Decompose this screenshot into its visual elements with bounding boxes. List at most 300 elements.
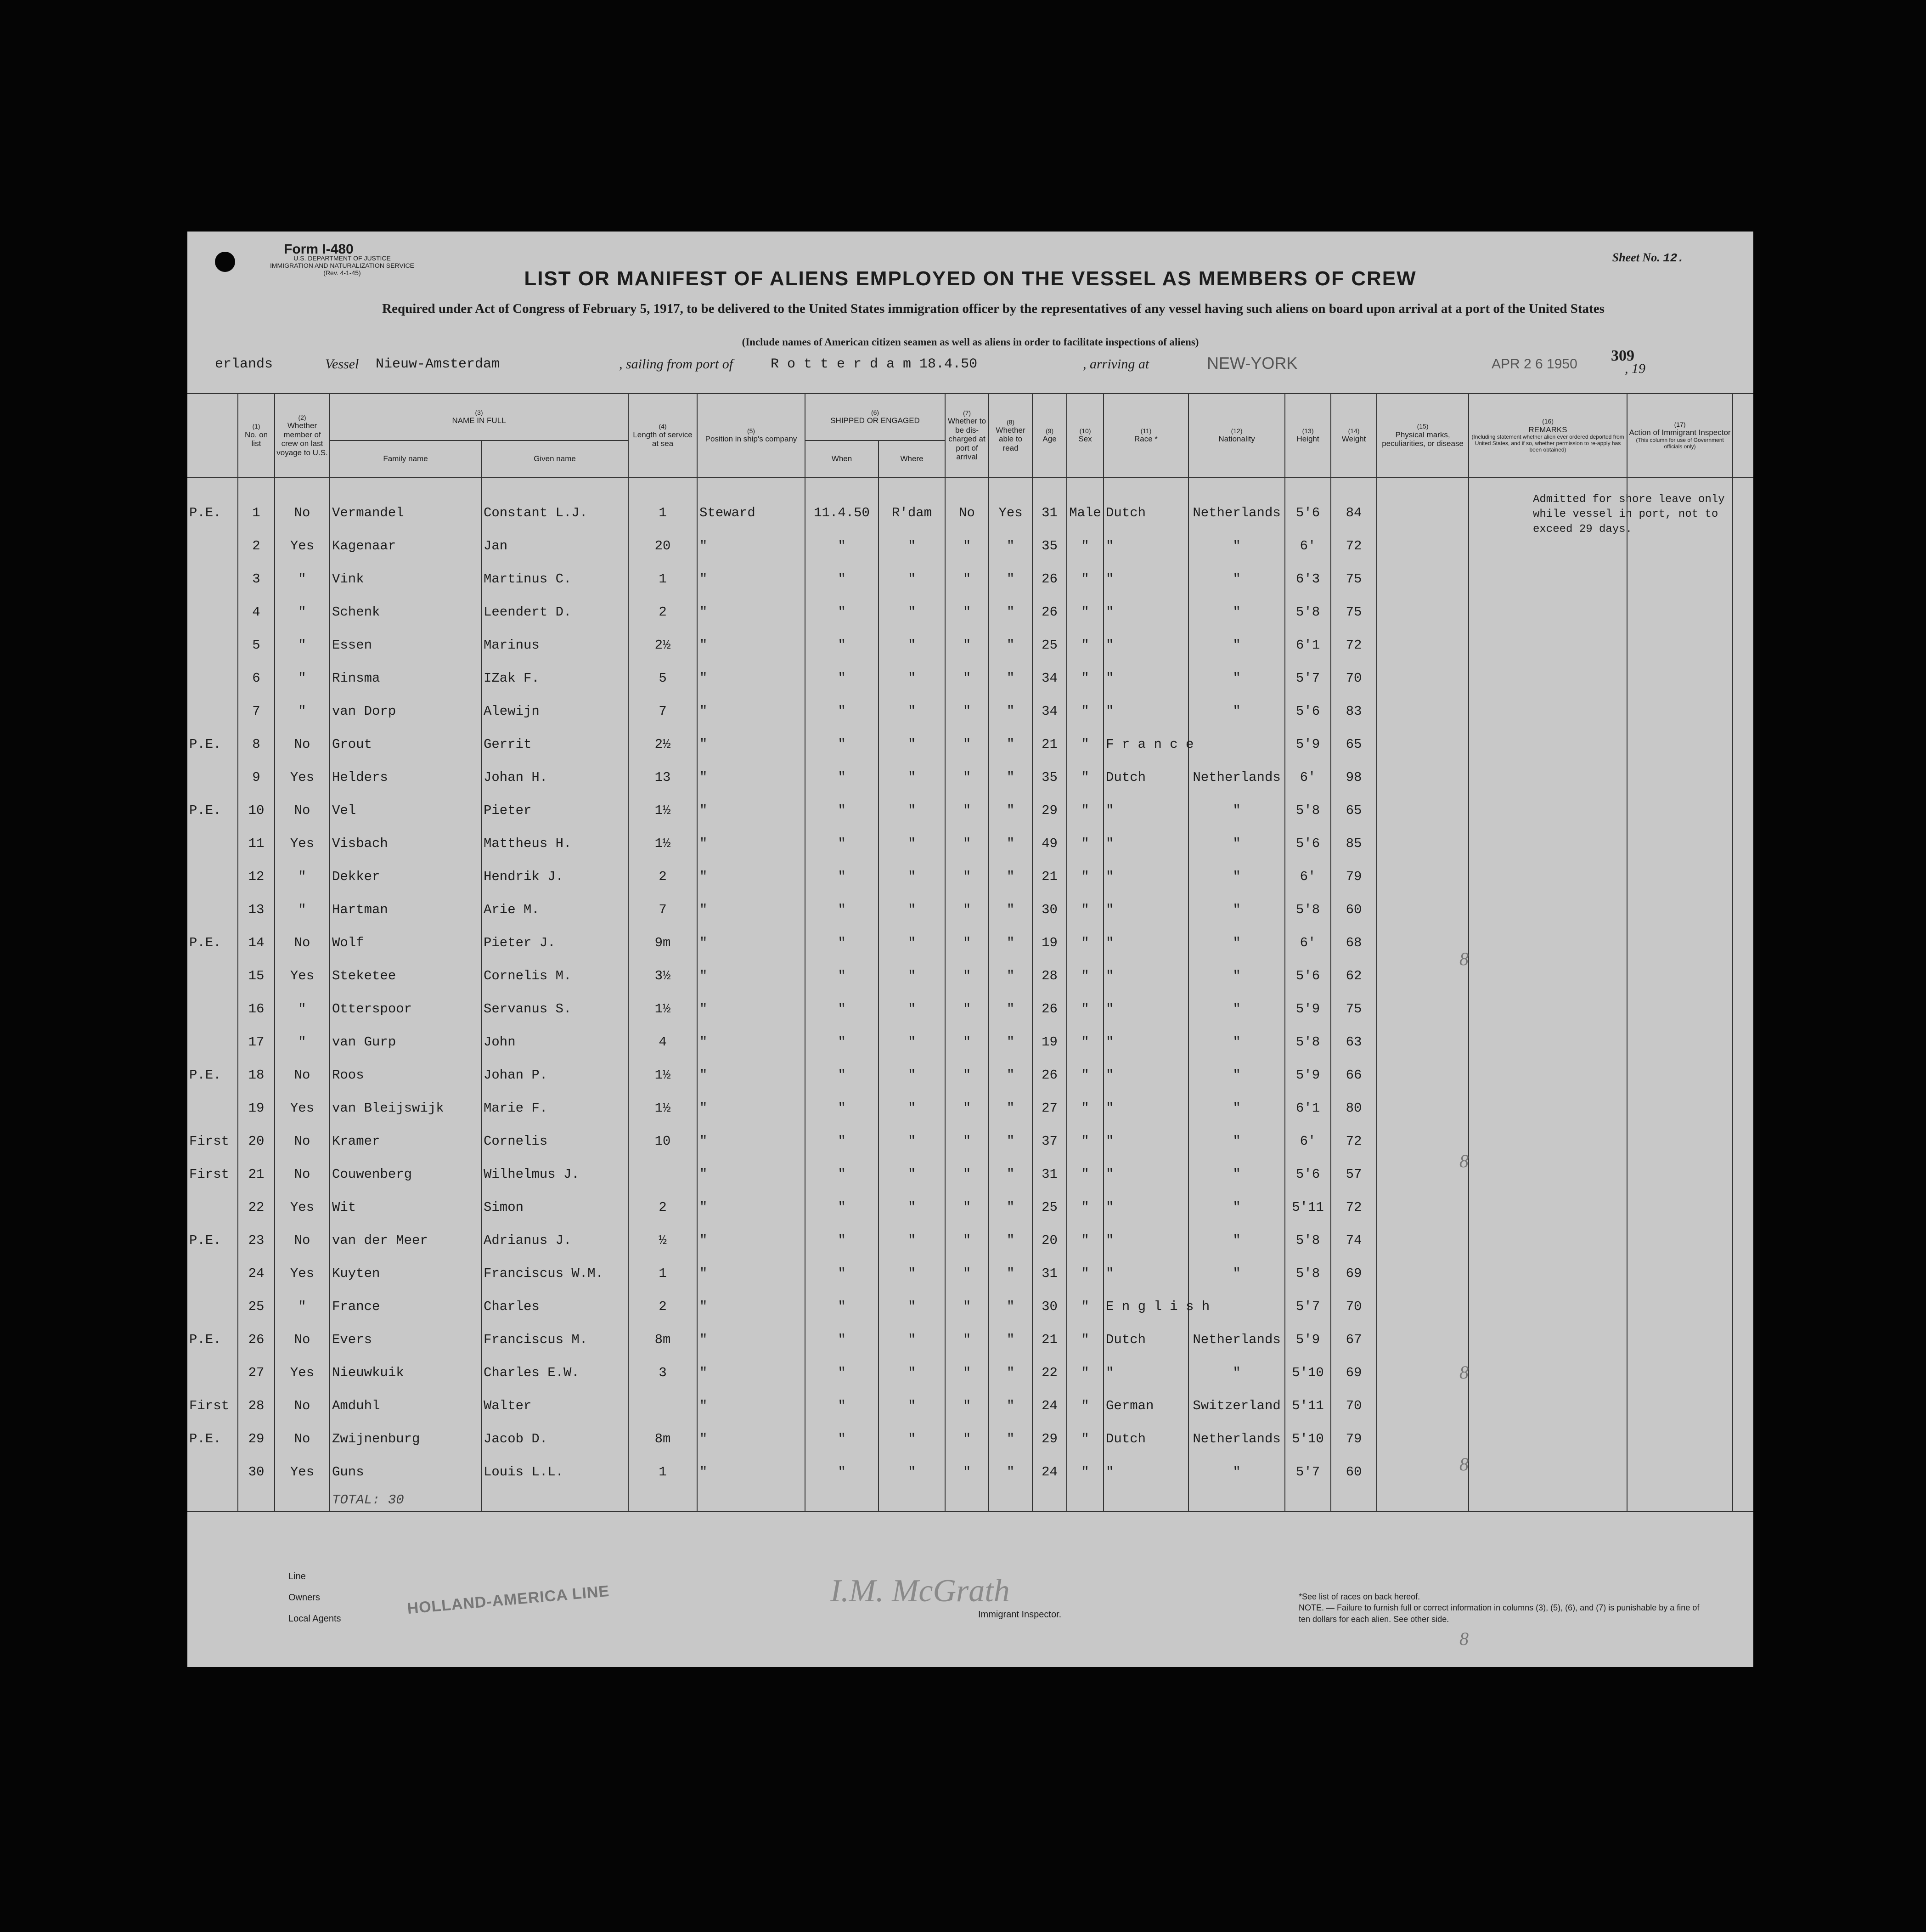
cell-height: 6'1 — [1285, 1091, 1331, 1124]
cell-when: " — [805, 1422, 879, 1455]
cell-nationality: " — [1188, 1455, 1285, 1488]
cell-blank — [1627, 992, 1733, 1025]
cell-length: 2 — [628, 1290, 697, 1323]
cell-blank — [1469, 860, 1627, 893]
cell-age: 35 — [1032, 761, 1067, 794]
cell-length: 2 — [628, 1191, 697, 1224]
handwritten-mark: 8 — [1459, 1454, 1469, 1474]
cell-blank — [1377, 1025, 1469, 1058]
cell-when: " — [805, 992, 879, 1025]
cell-blank — [1733, 1257, 1753, 1290]
cell-blank — [989, 1488, 1032, 1512]
crew-row — [187, 1257, 1753, 1290]
cell-given: Mattheus H. — [481, 827, 628, 860]
cell-sex: " — [1067, 761, 1104, 794]
cell-nationality: Netherlands — [1188, 1422, 1285, 1455]
cell-where: " — [879, 1091, 945, 1124]
cell-family: Essen — [330, 628, 481, 661]
cell-length — [628, 1389, 697, 1422]
cell-blank — [1627, 1389, 1733, 1422]
cell-weight: 63 — [1331, 1025, 1377, 1058]
cell-no: 18 — [238, 1058, 275, 1091]
cell-nationality: " — [1188, 860, 1285, 893]
cell-blank — [1377, 1389, 1469, 1422]
cell-length: 2½ — [628, 628, 697, 661]
cell-age: 31 — [1032, 1158, 1067, 1191]
cell-when: " — [805, 893, 879, 926]
header-no-on-list — [238, 394, 275, 477]
cell-where: " — [879, 1389, 945, 1422]
cell-nationality: " — [1188, 959, 1285, 992]
cell-member: Yes — [275, 1257, 330, 1290]
handwritten-mark: 8 — [1459, 1151, 1469, 1171]
cell-read: " — [989, 1290, 1032, 1323]
cell-blank — [1377, 959, 1469, 992]
cell-length: 2 — [628, 595, 697, 628]
cell-blank — [1627, 860, 1733, 893]
cell-member: Yes — [275, 1091, 330, 1124]
cell-no: 2 — [238, 529, 275, 562]
cell-height: 6' — [1285, 926, 1331, 959]
cell-sex: " — [1067, 1323, 1104, 1356]
vessel-nationality: erlands — [215, 356, 273, 372]
cell-blank — [1627, 1091, 1733, 1124]
cell-position: Steward — [697, 496, 805, 529]
cell-where: " — [879, 1025, 945, 1058]
cell-length: 2½ — [628, 728, 697, 761]
cell-sex: " — [1067, 1058, 1104, 1091]
cell-blank — [1377, 529, 1469, 562]
cell-mark: P.E. — [187, 1422, 238, 1455]
cell-discharged: " — [945, 628, 989, 661]
cell-discharged: " — [945, 1323, 989, 1356]
cell-length: 7 — [628, 695, 697, 728]
cell-member: " — [275, 1025, 330, 1058]
cell-discharged: No — [945, 496, 989, 529]
cell-race: " — [1104, 661, 1188, 695]
cell-discharged: " — [945, 959, 989, 992]
crew-rows — [187, 477, 1753, 1512]
cell-length: 5 — [628, 661, 697, 695]
handwritten-mark: 8 — [1459, 949, 1469, 969]
include-note: (Include names of American citizen seamen as well as aliens in order to facilitate inspections of aliens) — [742, 336, 1199, 348]
crew-row — [187, 1025, 1753, 1058]
cell-length: 1 — [628, 1257, 697, 1290]
cell-family: Schenk — [330, 595, 481, 628]
cell-mark — [187, 959, 238, 992]
cell-read: " — [989, 1224, 1032, 1257]
cell-sex: " — [1067, 1025, 1104, 1058]
cell-mark: P.E. — [187, 1058, 238, 1091]
cell-no: 21 — [238, 1158, 275, 1191]
crew-row — [187, 1356, 1753, 1389]
cell-blank — [1733, 1025, 1753, 1058]
cell-weight: 83 — [1331, 695, 1377, 728]
cell-blank — [1627, 695, 1733, 728]
cell-given: Franciscus M. — [481, 1323, 628, 1356]
cell-race: " — [1104, 1356, 1188, 1389]
cell-given: John — [481, 1025, 628, 1058]
cell-position: " — [697, 1422, 805, 1455]
cell-weight: 62 — [1331, 959, 1377, 992]
cell-family: Otterspoor — [330, 992, 481, 1025]
cell-blank — [1377, 1191, 1469, 1224]
crew-row — [187, 595, 1753, 628]
cell-blank — [1469, 661, 1627, 695]
cell-blank — [1627, 1124, 1733, 1158]
cell-mark — [187, 695, 238, 728]
cell-age: 30 — [1032, 1290, 1067, 1323]
cell-weight: 70 — [1331, 1290, 1377, 1323]
cell-blank — [1377, 595, 1469, 628]
column-number: (9) — [1045, 427, 1054, 435]
cell-where: " — [879, 1191, 945, 1224]
cell-mark — [187, 1257, 238, 1290]
cell-race: " — [1104, 1025, 1188, 1058]
cell-when: " — [805, 1389, 879, 1422]
cell-when: " — [805, 959, 879, 992]
cell-given: Adrianus J. — [481, 1224, 628, 1257]
cell-no: 19 — [238, 1091, 275, 1124]
cell-blank — [1627, 1191, 1733, 1224]
column-number: (12) — [1231, 427, 1243, 435]
cell-given: Johan H. — [481, 761, 628, 794]
cell-read: " — [989, 628, 1032, 661]
crew-row — [187, 827, 1753, 860]
cell-no: 29 — [238, 1422, 275, 1455]
header-label: Race * — [1134, 435, 1158, 444]
cell-blank — [1627, 628, 1733, 661]
cell-given: Jan — [481, 529, 628, 562]
cell-race: German — [1104, 1389, 1188, 1422]
cell-height: 6' — [1285, 1124, 1331, 1158]
cell-blank — [1469, 1224, 1627, 1257]
cell-no: 12 — [238, 860, 275, 893]
cell-mark — [187, 992, 238, 1025]
header-label: Whether to be dis-charged at port of arrival — [947, 417, 986, 462]
cell-blank — [1104, 1488, 1188, 1512]
cell-family: Wolf — [330, 926, 481, 959]
sheet-value: 12. — [1663, 251, 1684, 265]
crew-row — [187, 529, 1753, 562]
sailing-label: , sailing from port of — [619, 356, 733, 372]
cell-blank — [1377, 860, 1469, 893]
header-race — [1104, 394, 1188, 477]
header-length — [628, 394, 697, 477]
cell-blank — [1733, 893, 1753, 926]
cell-weight: 66 — [1331, 1058, 1377, 1091]
cell-blank — [945, 1488, 989, 1512]
crew-row — [187, 1058, 1753, 1091]
cell-blank — [879, 1488, 945, 1512]
cell-where: " — [879, 695, 945, 728]
cell-where: " — [879, 728, 945, 761]
cell-position: " — [697, 1025, 805, 1058]
cell-where: " — [879, 926, 945, 959]
arrival-date-stamp: APR 2 6 1950 — [1492, 356, 1577, 372]
cell-mark — [187, 1025, 238, 1058]
cell-nationality: " — [1188, 893, 1285, 926]
cell-height: 5'8 — [1285, 595, 1331, 628]
cell-family: Visbach — [330, 827, 481, 860]
cell-mark — [187, 529, 238, 562]
cell-blank — [1377, 628, 1469, 661]
cell-when: " — [805, 1058, 879, 1091]
cell-blank — [1733, 860, 1753, 893]
cell-member: " — [275, 1290, 330, 1323]
cell-given: Hendrik J. — [481, 860, 628, 893]
cell-discharged: " — [945, 1290, 989, 1323]
header-nationality — [1188, 394, 1285, 477]
cell-blank — [1627, 1158, 1733, 1191]
cell-read: " — [989, 562, 1032, 595]
cell-age: 24 — [1032, 1455, 1067, 1488]
cell-given: Leendert D. — [481, 595, 628, 628]
cell-family: van Bleijswijk — [330, 1091, 481, 1124]
cell-blank — [1377, 761, 1469, 794]
cell-position: " — [697, 529, 805, 562]
cell-position: " — [697, 761, 805, 794]
cell-mark — [187, 595, 238, 628]
dept-line: (Rev. 4-1-45) — [323, 269, 361, 277]
cell-member: " — [275, 860, 330, 893]
cell-weight: 65 — [1331, 794, 1377, 827]
spacer-row — [187, 477, 1753, 496]
cell-discharged: " — [945, 1058, 989, 1091]
cell-family: Hartman — [330, 893, 481, 926]
header-label: Nationality — [1218, 435, 1255, 444]
cell-age: 34 — [1032, 695, 1067, 728]
cell-race: " — [1104, 1455, 1188, 1488]
header-sublabel: (This column for use of Government officials only) — [1636, 437, 1724, 450]
cell-blank — [1469, 1488, 1627, 1512]
cell-discharged: " — [945, 893, 989, 926]
cell-blank — [1627, 1455, 1733, 1488]
cell-blank — [1469, 926, 1627, 959]
cell-length: ½ — [628, 1224, 697, 1257]
header-physical — [1377, 394, 1469, 477]
cell-mark: First — [187, 1389, 238, 1422]
cell-no: 6 — [238, 661, 275, 695]
cell-position: " — [697, 959, 805, 992]
cell-where: " — [879, 1290, 945, 1323]
crew-row — [187, 628, 1753, 661]
cell-when: " — [805, 728, 879, 761]
cell-height: 5'8 — [1285, 1257, 1331, 1290]
sailing-port: R o t t e r d a m 18.4.50 — [771, 356, 978, 372]
cell-age: 26 — [1032, 992, 1067, 1025]
cell-length: 20 — [628, 529, 697, 562]
cell-race: " — [1104, 926, 1188, 959]
cell-weight: 70 — [1331, 661, 1377, 695]
cell-read: " — [989, 1091, 1032, 1124]
column-number: (2) — [298, 413, 306, 421]
cell-blank — [1377, 1422, 1469, 1455]
cell-length: 7 — [628, 893, 697, 926]
header-label: Position in ship's company — [705, 435, 797, 444]
cell-blank — [1627, 1290, 1733, 1323]
cell-sex: " — [1067, 529, 1104, 562]
footer-labels — [288, 1566, 341, 1629]
cell-blank — [1469, 827, 1627, 860]
cell-length: 1 — [628, 496, 697, 529]
cell-given: Cornelis M. — [481, 959, 628, 992]
header-label: Sex — [1078, 435, 1092, 444]
cell-blank — [1377, 1058, 1469, 1091]
cell-where: " — [879, 1058, 945, 1091]
crew-row — [187, 496, 1753, 529]
cell-blank — [1733, 1422, 1753, 1455]
cell-family: Evers — [330, 1323, 481, 1356]
cell-blank — [1032, 1488, 1067, 1512]
cell-read: " — [989, 529, 1032, 562]
cell-mark: P.E. — [187, 1224, 238, 1257]
cell-nationality: " — [1188, 1158, 1285, 1191]
cell-blank — [697, 1488, 805, 1512]
cell-no: 25 — [238, 1290, 275, 1323]
cell-nationality: " — [1188, 695, 1285, 728]
cell-height: 5'6 — [1285, 959, 1331, 992]
cell-length: 8m — [628, 1323, 697, 1356]
cell-weight: 75 — [1331, 595, 1377, 628]
cell-discharged: " — [945, 761, 989, 794]
cell-mark: P.E. — [187, 926, 238, 959]
cell-blank — [1377, 496, 1469, 529]
cell-height: 6' — [1285, 860, 1331, 893]
column-number: (5) — [747, 427, 755, 435]
cell-blank — [1469, 695, 1627, 728]
cell-blank — [1469, 562, 1627, 595]
cell-sex: " — [1067, 695, 1104, 728]
cell-blank — [1627, 827, 1733, 860]
cell-member: No — [275, 1323, 330, 1356]
cell-family: Kramer — [330, 1124, 481, 1158]
crew-row — [187, 1422, 1753, 1455]
cell-height: 5'9 — [1285, 728, 1331, 761]
cell-member: No — [275, 1058, 330, 1091]
cell-position: " — [697, 562, 805, 595]
cell-discharged: " — [945, 794, 989, 827]
cell-blank — [1469, 761, 1627, 794]
cell-age: 31 — [1032, 1257, 1067, 1290]
cell-no: 4 — [238, 595, 275, 628]
cell-sex: " — [1067, 595, 1104, 628]
header-label: Whether member of crew on last voyage to U.S. — [276, 421, 328, 457]
cell-member: " — [275, 992, 330, 1025]
cell-age: 26 — [1032, 595, 1067, 628]
cell-discharged: " — [945, 1124, 989, 1158]
column-number: (4) — [659, 423, 667, 430]
cell-blank — [1627, 794, 1733, 827]
cell-height: 5'6 — [1285, 1158, 1331, 1191]
blank-header — [1733, 394, 1753, 477]
cell-sex: " — [1067, 1091, 1104, 1124]
cell-where: " — [879, 827, 945, 860]
cell-blank — [1627, 893, 1733, 926]
cell-age: 21 — [1032, 860, 1067, 893]
cell-family: van der Meer — [330, 1224, 481, 1257]
cell-family: Guns — [330, 1455, 481, 1488]
cell-blank — [1469, 595, 1627, 628]
cell-nationality: Netherlands — [1188, 496, 1285, 529]
cell-when: " — [805, 595, 879, 628]
cell-sex: " — [1067, 992, 1104, 1025]
cell-weight: 65 — [1331, 728, 1377, 761]
cell-weight: 69 — [1331, 1356, 1377, 1389]
cell-weight: 75 — [1331, 992, 1377, 1025]
cell-member: No — [275, 1224, 330, 1257]
cell-height: 5'6 — [1285, 827, 1331, 860]
cell-weight: 84 — [1331, 496, 1377, 529]
cell-race: " — [1104, 562, 1188, 595]
cell-position: " — [697, 992, 805, 1025]
header-given-name: Given name — [481, 441, 628, 477]
cell-read: " — [989, 595, 1032, 628]
header-label: Physical marks, peculiarities, or disease — [1382, 430, 1464, 448]
cell-family: Steketee — [330, 959, 481, 992]
header-discharged — [945, 394, 989, 477]
column-number: (17) — [1674, 421, 1686, 429]
cell-discharged: " — [945, 1191, 989, 1224]
header-label: Age — [1042, 435, 1057, 444]
cell-member: Yes — [275, 1455, 330, 1488]
cell-where: " — [879, 1422, 945, 1455]
cell-sex: " — [1067, 893, 1104, 926]
cell-age: 24 — [1032, 1389, 1067, 1422]
cell-where: " — [879, 1257, 945, 1290]
cell-discharged: " — [945, 1257, 989, 1290]
cell-blank — [1733, 695, 1753, 728]
cell-height: 5'6 — [1285, 695, 1331, 728]
cell-when: " — [805, 628, 879, 661]
cell-height: 5'7 — [1285, 661, 1331, 695]
cell-position: " — [697, 1091, 805, 1124]
cell-blank — [1733, 761, 1753, 794]
cell-position: " — [697, 1158, 805, 1191]
cell-when: 11.4.50 — [805, 496, 879, 529]
cell-member: No — [275, 1422, 330, 1455]
cell-read: " — [989, 1191, 1032, 1224]
cell-given: Simon — [481, 1191, 628, 1224]
cell-position: " — [697, 628, 805, 661]
record-number: 309 — [1611, 347, 1634, 364]
cell-when: " — [805, 562, 879, 595]
cell-age: 31 — [1032, 496, 1067, 529]
cell-when: " — [805, 1455, 879, 1488]
cell-nationality: " — [1188, 1356, 1285, 1389]
cell-when: " — [805, 926, 879, 959]
cell-given: Martinus C. — [481, 562, 628, 595]
cell-sex: " — [1067, 1158, 1104, 1191]
cell-blank — [1627, 1224, 1733, 1257]
cell-read: " — [989, 1124, 1032, 1158]
vessel-line — [197, 347, 1730, 379]
owners-label: Owners — [288, 1593, 320, 1603]
cell-discharged: " — [945, 562, 989, 595]
cell-nationality: Netherlands — [1188, 761, 1285, 794]
cell-position: " — [697, 1389, 805, 1422]
cell-sex: " — [1067, 1124, 1104, 1158]
cell-when: " — [805, 1091, 879, 1124]
cell-given: Wilhelmus J. — [481, 1158, 628, 1191]
cell-family: Kuyten — [330, 1257, 481, 1290]
cell-given: Louis L.L. — [481, 1455, 628, 1488]
cell-nationality: " — [1188, 992, 1285, 1025]
cell-discharged: " — [945, 926, 989, 959]
cell-race: F r a n c e — [1104, 728, 1188, 761]
cell-weight: 68 — [1331, 926, 1377, 959]
column-number: (14) — [1348, 427, 1360, 435]
